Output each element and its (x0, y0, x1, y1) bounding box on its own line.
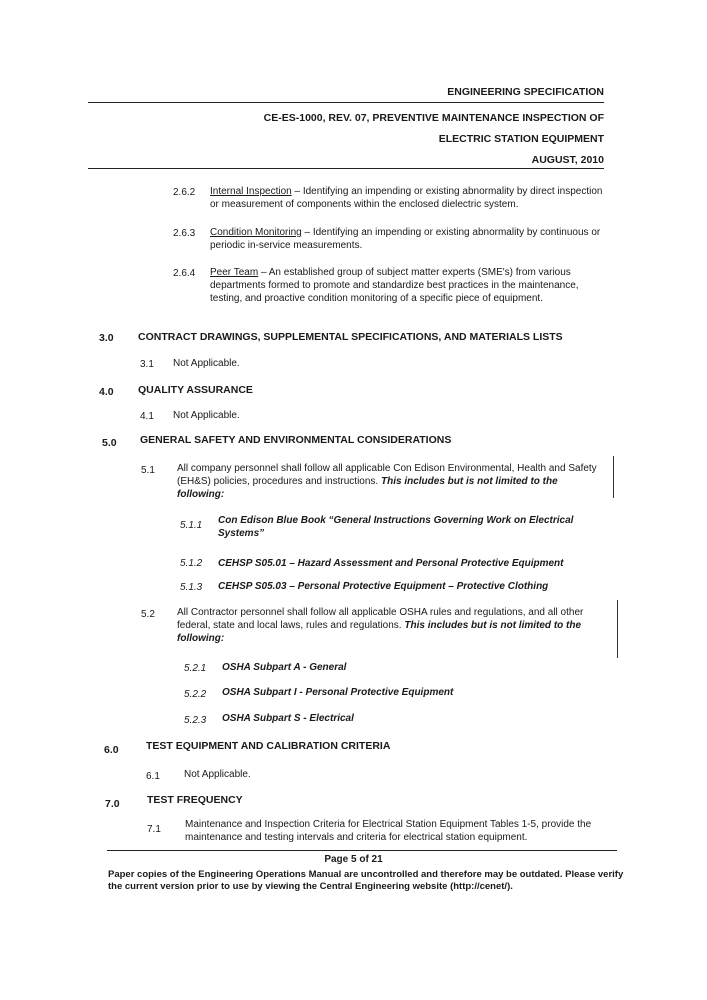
definition-paragraph (210, 226, 606, 252)
item-number: 5.2.2 (184, 689, 207, 700)
def-number: 2.6.3 (173, 228, 196, 239)
def-text: – An established group of subject matter experts (SME's) from various departments formed to promote and standardize best practices in the maintenance, testing, and proactive condition monitoring of a specific piece of equipment. (210, 267, 579, 304)
header-top-rule (88, 102, 604, 103)
section-number: 7.0 (105, 798, 120, 810)
subsection-number: 3.1 (140, 359, 154, 370)
footer-rule (107, 850, 617, 851)
item-number: 5.1.2 (180, 558, 203, 569)
section-number: 5.0 (102, 437, 117, 449)
spec-date: AUGUST, 2010 (531, 154, 604, 166)
section-number: 6.0 (104, 744, 119, 756)
paragraph-text: All company personnel shall follow all applicable Con Edison Environmental, Health and Safety (EH&S) policies, procedures and instructions. (177, 463, 597, 487)
section-title: CONTRACT DRAWINGS, SUPPLEMENTAL SPECIFICATIONS, AND MATERIALS LISTS (138, 331, 563, 343)
paragraph-number: 5.2 (141, 609, 155, 620)
spec-title-cont: ELECTRIC STATION EQUIPMENT (438, 133, 604, 145)
header-bottom-rule (88, 168, 604, 169)
item-text: OSHA Subpart I - Personal Protective Equipment (222, 687, 454, 698)
item-number: 5.2.3 (184, 715, 207, 726)
footer-disclaimer: Paper copies of the Engineering Operations Manual are uncontrolled and therefore may be outdated. Please verify the current version prior to use by viewing the Central Engineering website (http://cenet/). (108, 869, 624, 892)
section-title: TEST FREQUENCY (147, 794, 243, 806)
item-number: 5.1.3 (180, 582, 203, 593)
section-number: 4.0 (99, 386, 114, 398)
subsection-number: 6.1 (146, 771, 160, 782)
paragraph (177, 462, 605, 501)
def-number: 2.6.2 (173, 187, 196, 198)
subsection-number: 4.1 (140, 411, 154, 422)
subsection-text: Not Applicable. (184, 769, 251, 780)
section-number: 3.0 (99, 332, 114, 344)
page-number: Page 5 of 21 (324, 854, 383, 865)
change-bar (617, 600, 618, 658)
paragraph (177, 606, 610, 645)
spec-number-title: CE-ES-1000, REV. 07, PREVENTIVE MAINTENANCE INSPECTION OF (263, 112, 604, 124)
item-text: CEHSP S05.01 – Hazard Assessment and Personal Protective Equipment (218, 558, 564, 569)
item-text: OSHA Subpart S - Electrical (222, 713, 354, 724)
change-bar (613, 456, 614, 498)
section-title: QUALITY ASSURANCE (138, 384, 253, 396)
section-title: TEST EQUIPMENT AND CALIBRATION CRITERIA (146, 740, 391, 752)
definition-paragraph (210, 185, 606, 211)
paragraph-emphasis: This includes but is not limited to the following: (177, 476, 558, 500)
doc-type-heading: ENGINEERING SPECIFICATION (447, 86, 604, 98)
item-number: 5.1.1 (180, 520, 203, 531)
def-text: – Identifying an impending or existing abnormality by direct inspection or measurement of components within the enclosed dielectric system. (210, 186, 603, 210)
subsection-number: 7.1 (147, 824, 161, 835)
definition-paragraph (210, 266, 606, 305)
item-text: CEHSP S05.03 – Personal Protective Equipment – Protective Clothing (218, 581, 549, 592)
def-number: 2.6.4 (173, 268, 196, 279)
subsection-text: Not Applicable. (173, 410, 240, 421)
paragraph-emphasis: This includes but is not limited to the following: (177, 620, 582, 644)
item-text: OSHA Subpart A - General (222, 662, 347, 673)
paragraph-number: 5.1 (141, 465, 155, 476)
item-text: Con Edison Blue Book “General Instructions Governing Work on Electrical Systems” (218, 515, 574, 539)
section-title: GENERAL SAFETY AND ENVIRONMENTAL CONSIDERATIONS (140, 434, 452, 446)
def-term: Internal Inspection (210, 186, 292, 197)
def-text: – Identifying an impending or existing abnormality by continuous or periodic in-service measurements. (210, 227, 601, 251)
subsection-text: Not Applicable. (173, 358, 240, 369)
def-term: Condition Monitoring (210, 227, 302, 238)
def-term: Peer Team (210, 267, 259, 278)
paragraph-text: All Contractor personnel shall follow all applicable OSHA rules and regulations, and all other federal, state and local laws, rules and regulations. (177, 607, 584, 631)
subsection-text: Maintenance and Inspection Criteria for Electrical Station Equipment Tables 1-5, provide the maintenance and testing intervals and criteria for electrical station equipment. (185, 819, 592, 843)
item-number: 5.2.1 (184, 663, 207, 674)
